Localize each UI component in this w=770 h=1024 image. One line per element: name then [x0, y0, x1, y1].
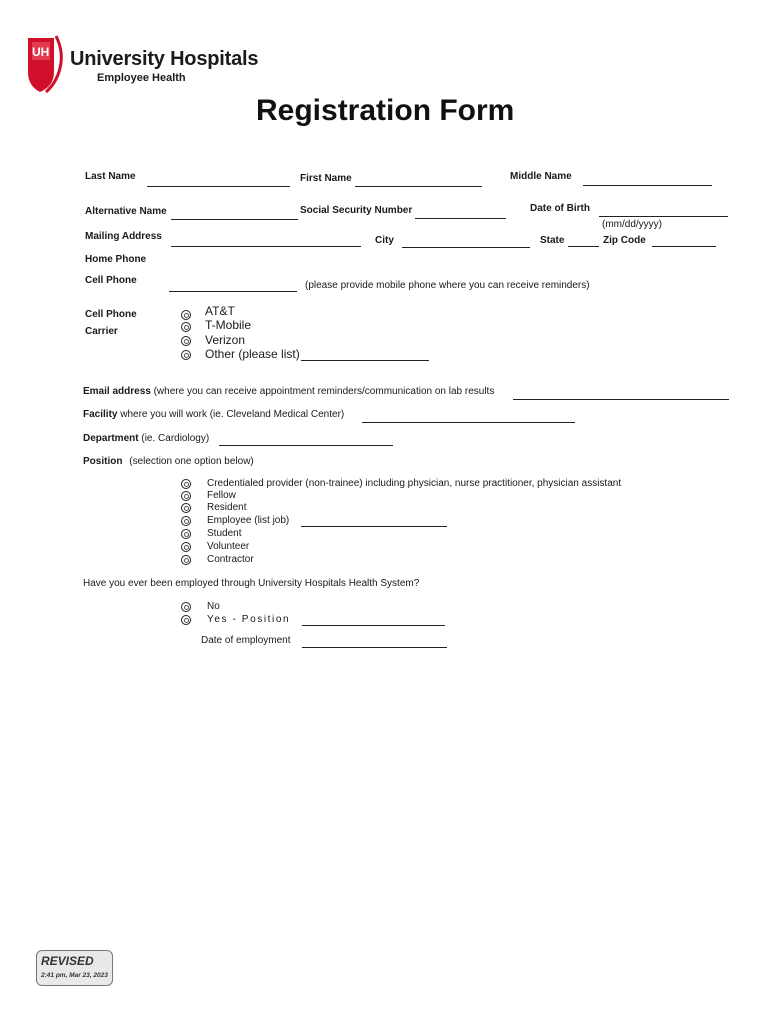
middle-name-label: Middle Name [510, 171, 572, 182]
employed-question: Have you ever been employed through University Hospitals Health System? [83, 578, 420, 589]
position-option-student-radio[interactable] [181, 529, 191, 539]
email-note: (where you can receive appointment reminders/communication on lab results [153, 386, 495, 397]
ssn-label: Social Security Number [300, 205, 413, 216]
employed-position-field[interactable] [302, 625, 445, 626]
page-title: Registration Form [256, 94, 515, 127]
carrier-option-att-label: AT&T [205, 304, 235, 318]
position-option-fellow-label: Fellow [207, 490, 236, 501]
position-option-volunteer-label: Volunteer [207, 541, 250, 552]
svg-text:UH: UH [32, 45, 50, 59]
cell-phone-field[interactable] [169, 291, 297, 292]
last-name-field[interactable] [147, 186, 290, 187]
first-name-label: First Name [300, 173, 352, 184]
facility-label: Facility [83, 409, 118, 420]
position-note: (selection one option below) [129, 456, 254, 467]
carrier-option-att-radio[interactable] [181, 310, 191, 320]
email-label-row [83, 386, 494, 397]
position-option-contractor-label: Contractor [207, 554, 254, 565]
carrier-option-tmobile-radio[interactable] [181, 322, 191, 332]
alternative-name-field[interactable] [171, 219, 298, 220]
position-option-fellow-radio[interactable] [181, 491, 191, 501]
carrier-option-tmobile-label: T-Mobile [205, 318, 252, 332]
department-label-row [83, 433, 209, 444]
position-option-contractor-radio[interactable] [181, 555, 191, 565]
city-label: City [375, 235, 394, 246]
position-option-employee-label: Employee (list job) [207, 515, 290, 526]
zip-label: Zip Code [603, 235, 646, 246]
employed-yes-label: Yes - Position [207, 614, 291, 625]
position-option-provider-radio[interactable] [181, 479, 191, 489]
email-field[interactable] [513, 399, 729, 400]
carrier-label-line1: Cell Phone [85, 309, 137, 320]
position-label: Position [83, 456, 123, 467]
position-option-resident-label: Resident [207, 502, 247, 513]
position-option-provider-label: Credentialed provider (non-trainee) including physician, nurse practitioner, physician assistant [207, 478, 622, 489]
carrier-option-other-label: Other (please list) [205, 347, 300, 361]
dob-label: Date of Birth [530, 203, 590, 214]
employed-no-radio[interactable] [181, 602, 191, 612]
date-of-employment-label: Date of employment [201, 635, 291, 646]
date-of-employment-field[interactable] [302, 647, 447, 648]
position-label-row [83, 456, 254, 467]
last-name-label: Last Name [85, 171, 136, 182]
uh-shield-icon [24, 32, 68, 94]
dob-format-hint: (mm/dd/yyyy) [602, 219, 662, 230]
employed-no-label: No [207, 601, 220, 612]
position-option-employee-radio[interactable] [181, 516, 191, 526]
logo [24, 32, 259, 98]
email-label: Email address [83, 386, 151, 397]
employed-yes-radio[interactable] [181, 615, 191, 625]
position-option-volunteer-radio[interactable] [181, 542, 191, 552]
facility-label-row [83, 409, 344, 420]
ssn-field[interactable] [415, 218, 506, 219]
department-field[interactable] [219, 445, 393, 446]
revised-stamp-title: REVISED [41, 954, 94, 968]
state-label: State [540, 235, 565, 246]
carrier-label-line2: Carrier [85, 326, 118, 337]
mailing-address-field[interactable] [171, 246, 361, 247]
logo-subtitle: Employee Health [97, 72, 186, 84]
position-employee-job-field[interactable] [301, 526, 447, 527]
alternative-name-label: Alternative Name [85, 206, 167, 217]
cell-phone-label: Cell Phone [85, 275, 137, 286]
cell-phone-note: (please provide mobile phone where you can receive reminders) [305, 280, 590, 291]
mailing-address-label: Mailing Address [85, 231, 162, 242]
logo-name: University Hospitals [70, 48, 259, 70]
dob-field[interactable] [599, 216, 728, 217]
facility-field[interactable] [362, 422, 575, 423]
facility-note: where you will work (ie. Cleveland Medical Center) [120, 409, 345, 420]
middle-name-field[interactable] [583, 185, 712, 186]
carrier-option-other-radio[interactable] [181, 350, 191, 360]
revised-stamp-time: 2:41 pm, Mar 23, 2023 [41, 972, 108, 979]
state-field[interactable] [568, 246, 599, 247]
position-option-resident-radio[interactable] [181, 503, 191, 513]
revised-stamp [36, 950, 113, 986]
city-field[interactable] [402, 247, 530, 248]
department-label: Department [83, 433, 139, 444]
home-phone-label: Home Phone [85, 254, 147, 265]
carrier-option-verizon-radio[interactable] [181, 336, 191, 346]
carrier-other-field[interactable] [301, 360, 429, 361]
department-note: (ie. Cardiology) [141, 433, 210, 444]
carrier-option-verizon-label: Verizon [205, 333, 246, 347]
position-option-student-label: Student [207, 528, 242, 539]
zip-field[interactable] [652, 246, 716, 247]
first-name-field[interactable] [355, 186, 482, 187]
